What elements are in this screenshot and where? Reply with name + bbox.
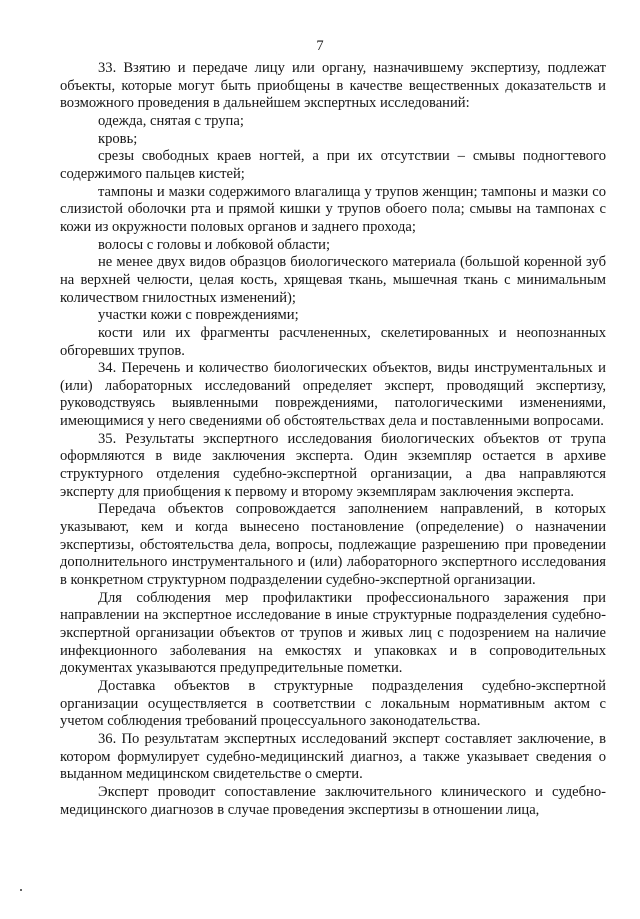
document-paragraph: Передача объектов сопровождается заполнением направлений, в которых указывают, кем и когда вынесено постановление (определение) о назначении экспертизы, обстоятельства дела, вопросы, подлежащие разрешению при проведении дополнительного инструментального и (или) лабораторного экспертного исследования в конкретном структурном подразделении судебно-экспертной организации. (60, 501, 606, 589)
document-paragraph: одежда, снятая с трупа; (98, 112, 244, 129)
document-body (60, 60, 606, 819)
document-paragraph: Доставка объектов в структурные подразделения судебно-экспертной организации осуществляется в соответствии с локальным нормативным актом с учетом соблюдения требований процессуального законодательства. (60, 677, 606, 730)
scan-speck (20, 889, 22, 891)
document-paragraph: тампоны и мазки содержимого влагалища у трупов женщин; тампоны и мазки со слизистой оболочки рта и прямой кишки у трупов обоего пола; смывы на тампонах с кожи из окружности половых органов и заднего прохода; (60, 183, 606, 235)
document-paragraph: участки кожи с повреждениями; (98, 307, 299, 324)
document-paragraph: не менее двух видов образцов биологического материала (большой коренной зуб на верхней челюсти, целая кость, хрящевая ткань, мышечная ткань с минимальным количеством гнилостных изменений); (60, 254, 606, 306)
document-paragraph: 34. Перечень и количество биологических объектов, виды инструментальных и (или) лабораторных исследований определяет эксперт, проводящий экспертизу, руководствуясь выявленными повреждениями, патологическими изменениями, имеющимися у него сведениями об обстоятельствах дела и поставленными вопросами. (60, 360, 606, 430)
document-paragraph: кости или их фрагменты расчлененных, скелетированных и неопознанных обгоревших трупов. (60, 324, 606, 359)
document-paragraph: Для соблюдения мер профилактики профессионального заражения при направлении на экспертное исследование в иные структурные подразделения судебно-экспертной организации объектов от трупов и живых лиц с подозрением на наличие инфекционного заболевания на емкостях и упаковках и в сопроводительных документах указываются предупредительные пометки. (60, 589, 606, 677)
document-paragraph: 36. По результатам экспертных исследований эксперт составляет заключение, в котором формулирует судебно-медицинский диагноз, а также указывает сведения о выданном медицинском свидетельстве о смерти. (60, 730, 606, 783)
document-paragraph: кровь; (98, 130, 138, 147)
page-number: 7 (316, 38, 324, 54)
document-paragraph: 35. Результаты экспертного исследования биологических объектов от трупа оформляются в виде заключения эксперта. Один экземпляр остается в архиве структурного отделения судебно-экспертной организации, а два направляются эксперту для приобщения к первому и второму экземплярам заключения эксперта. (60, 430, 606, 500)
document-paragraph: 33. Взятию и передаче лицу или органу, назначившему экспертизу, подлежат объекты, которые могут быть приобщены в качестве вещественных доказательств и возможного проведения в дальнейшем экспертных исследований: (60, 60, 606, 112)
document-paragraph: Эксперт проводит сопоставление заключительного клинического и судебно-медицинского диагнозов в случае проведения экспертизы в отношении лица, (60, 783, 606, 818)
document-paragraph: срезы свободных краев ногтей, а при их отсутствии – смывы подногтевого содержимого пальцев кистей; (60, 148, 606, 182)
document-paragraph: волосы с головы и лобковой области; (98, 236, 331, 253)
